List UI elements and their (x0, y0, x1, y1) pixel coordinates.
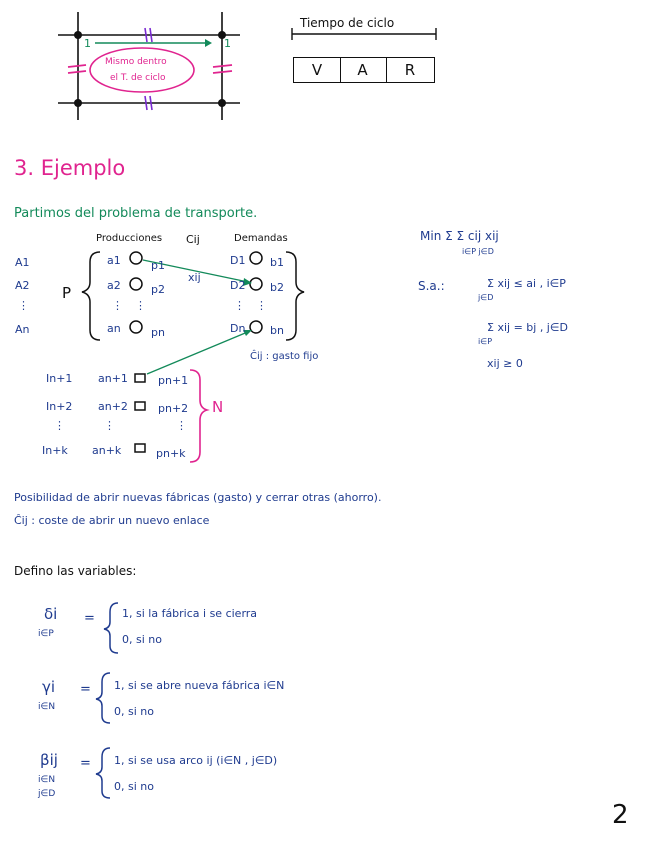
var-zero: 0, si no (122, 633, 162, 646)
set-p: P (62, 284, 72, 302)
supply: a2 (107, 279, 121, 292)
var-idx: i∈N (38, 702, 56, 712)
new-left: In+1 (46, 372, 73, 385)
var-zero: 0, si no (114, 705, 154, 718)
new-left: ⋮ (54, 419, 65, 432)
new-prod: pn+2 (158, 402, 189, 415)
cycle-time-label: Tiempo de ciclo (300, 16, 395, 30)
prod: ⋮ (135, 299, 146, 312)
col-demands: Demandas (234, 233, 288, 244)
note-2: Ĉij : coste de abrir un nuevo enlace (14, 514, 210, 527)
objective: Min Σ Σ cij xij (420, 229, 499, 243)
new-left: In+k (42, 444, 68, 457)
new-supply: ⋮ (104, 419, 115, 432)
constraint-1-index: j∈D (478, 293, 494, 302)
var-one: 1, si se usa arco ij (i∈N , j∈D) (114, 754, 278, 767)
new-supply: an+1 (98, 372, 128, 385)
demand-node: Dn (230, 322, 246, 335)
prod: p2 (151, 283, 165, 296)
set-n: N (212, 398, 224, 416)
new-prod: pn+k (156, 447, 186, 460)
node-label-left: 1 (84, 37, 91, 50)
left-label: An (15, 323, 30, 336)
col-cost: Cij (186, 233, 200, 246)
supply: ⋮ (112, 299, 123, 312)
var-cell-a: A (339, 57, 387, 83)
new-left: In+2 (46, 400, 73, 413)
note-1: Posibilidad de abrir nuevas fábricas (gasto) y cerrar otras (ahorro). (14, 491, 382, 504)
new-supply: an+k (92, 444, 122, 457)
left-label: A1 (15, 256, 30, 269)
demand-node: ⋮ (234, 299, 245, 312)
demand: b1 (270, 256, 284, 269)
constraint-1: Σ xij ≤ ai , i∈P (487, 277, 566, 290)
new-prod: ⋮ (176, 419, 187, 432)
new-prod: pn+1 (158, 374, 189, 387)
mismo-note-1: Mismo dentro (105, 57, 167, 67)
define-heading: Defino las variables: (14, 564, 137, 578)
section-intro: Partimos del problema de transporte. (14, 206, 258, 221)
supply: a1 (107, 254, 121, 267)
xij-label: xij (188, 271, 201, 284)
constraint-2-index: i∈P (478, 337, 493, 346)
mismo-note-2: el T. de ciclo (110, 73, 166, 83)
var-cell-v: V (293, 57, 341, 83)
var-one: 1, si la fábrica i se cierra (122, 607, 258, 620)
col-production: Producciones (96, 233, 163, 244)
demand-node: D1 (230, 254, 246, 267)
left-label: ⋮ (18, 299, 29, 312)
constraint-2: Σ xij = bj , j∈D (487, 321, 568, 334)
supply: an (107, 322, 121, 335)
subject-to: S.a.: (418, 279, 445, 293)
equals: = (80, 756, 91, 771)
prod: pn (151, 326, 165, 339)
var-sym: γi (42, 678, 56, 696)
demand: b2 (270, 281, 284, 294)
constraint-3: xij ≥ 0 (487, 357, 523, 370)
demand: bn (270, 324, 284, 337)
equals: = (80, 682, 91, 697)
prod: p1 (151, 259, 165, 272)
demand: ⋮ (256, 299, 267, 312)
demand-node: D2 (230, 279, 246, 292)
left-label: A2 (15, 279, 30, 292)
section-title: 3. Ejemplo (14, 156, 126, 180)
objective-index: i∈P j∈D (462, 247, 494, 256)
var-cell-r: R (386, 57, 435, 83)
var-idx: i∈P (38, 629, 54, 639)
node-label-right: 1 (224, 37, 231, 50)
var-sym: βij (40, 751, 58, 769)
new-supply: an+2 (98, 400, 128, 413)
fixed-cost-label: Ĉij : gasto fijo (250, 351, 319, 362)
var-idx2: j∈D (38, 789, 56, 799)
equals: = (84, 611, 95, 626)
var-zero: 0, si no (114, 780, 154, 793)
var-sym: δi (44, 605, 58, 623)
var-one: 1, si se abre nueva fábrica i∈N (114, 679, 285, 692)
var-idx: i∈N (38, 775, 56, 785)
page-number: 2 (612, 800, 629, 830)
